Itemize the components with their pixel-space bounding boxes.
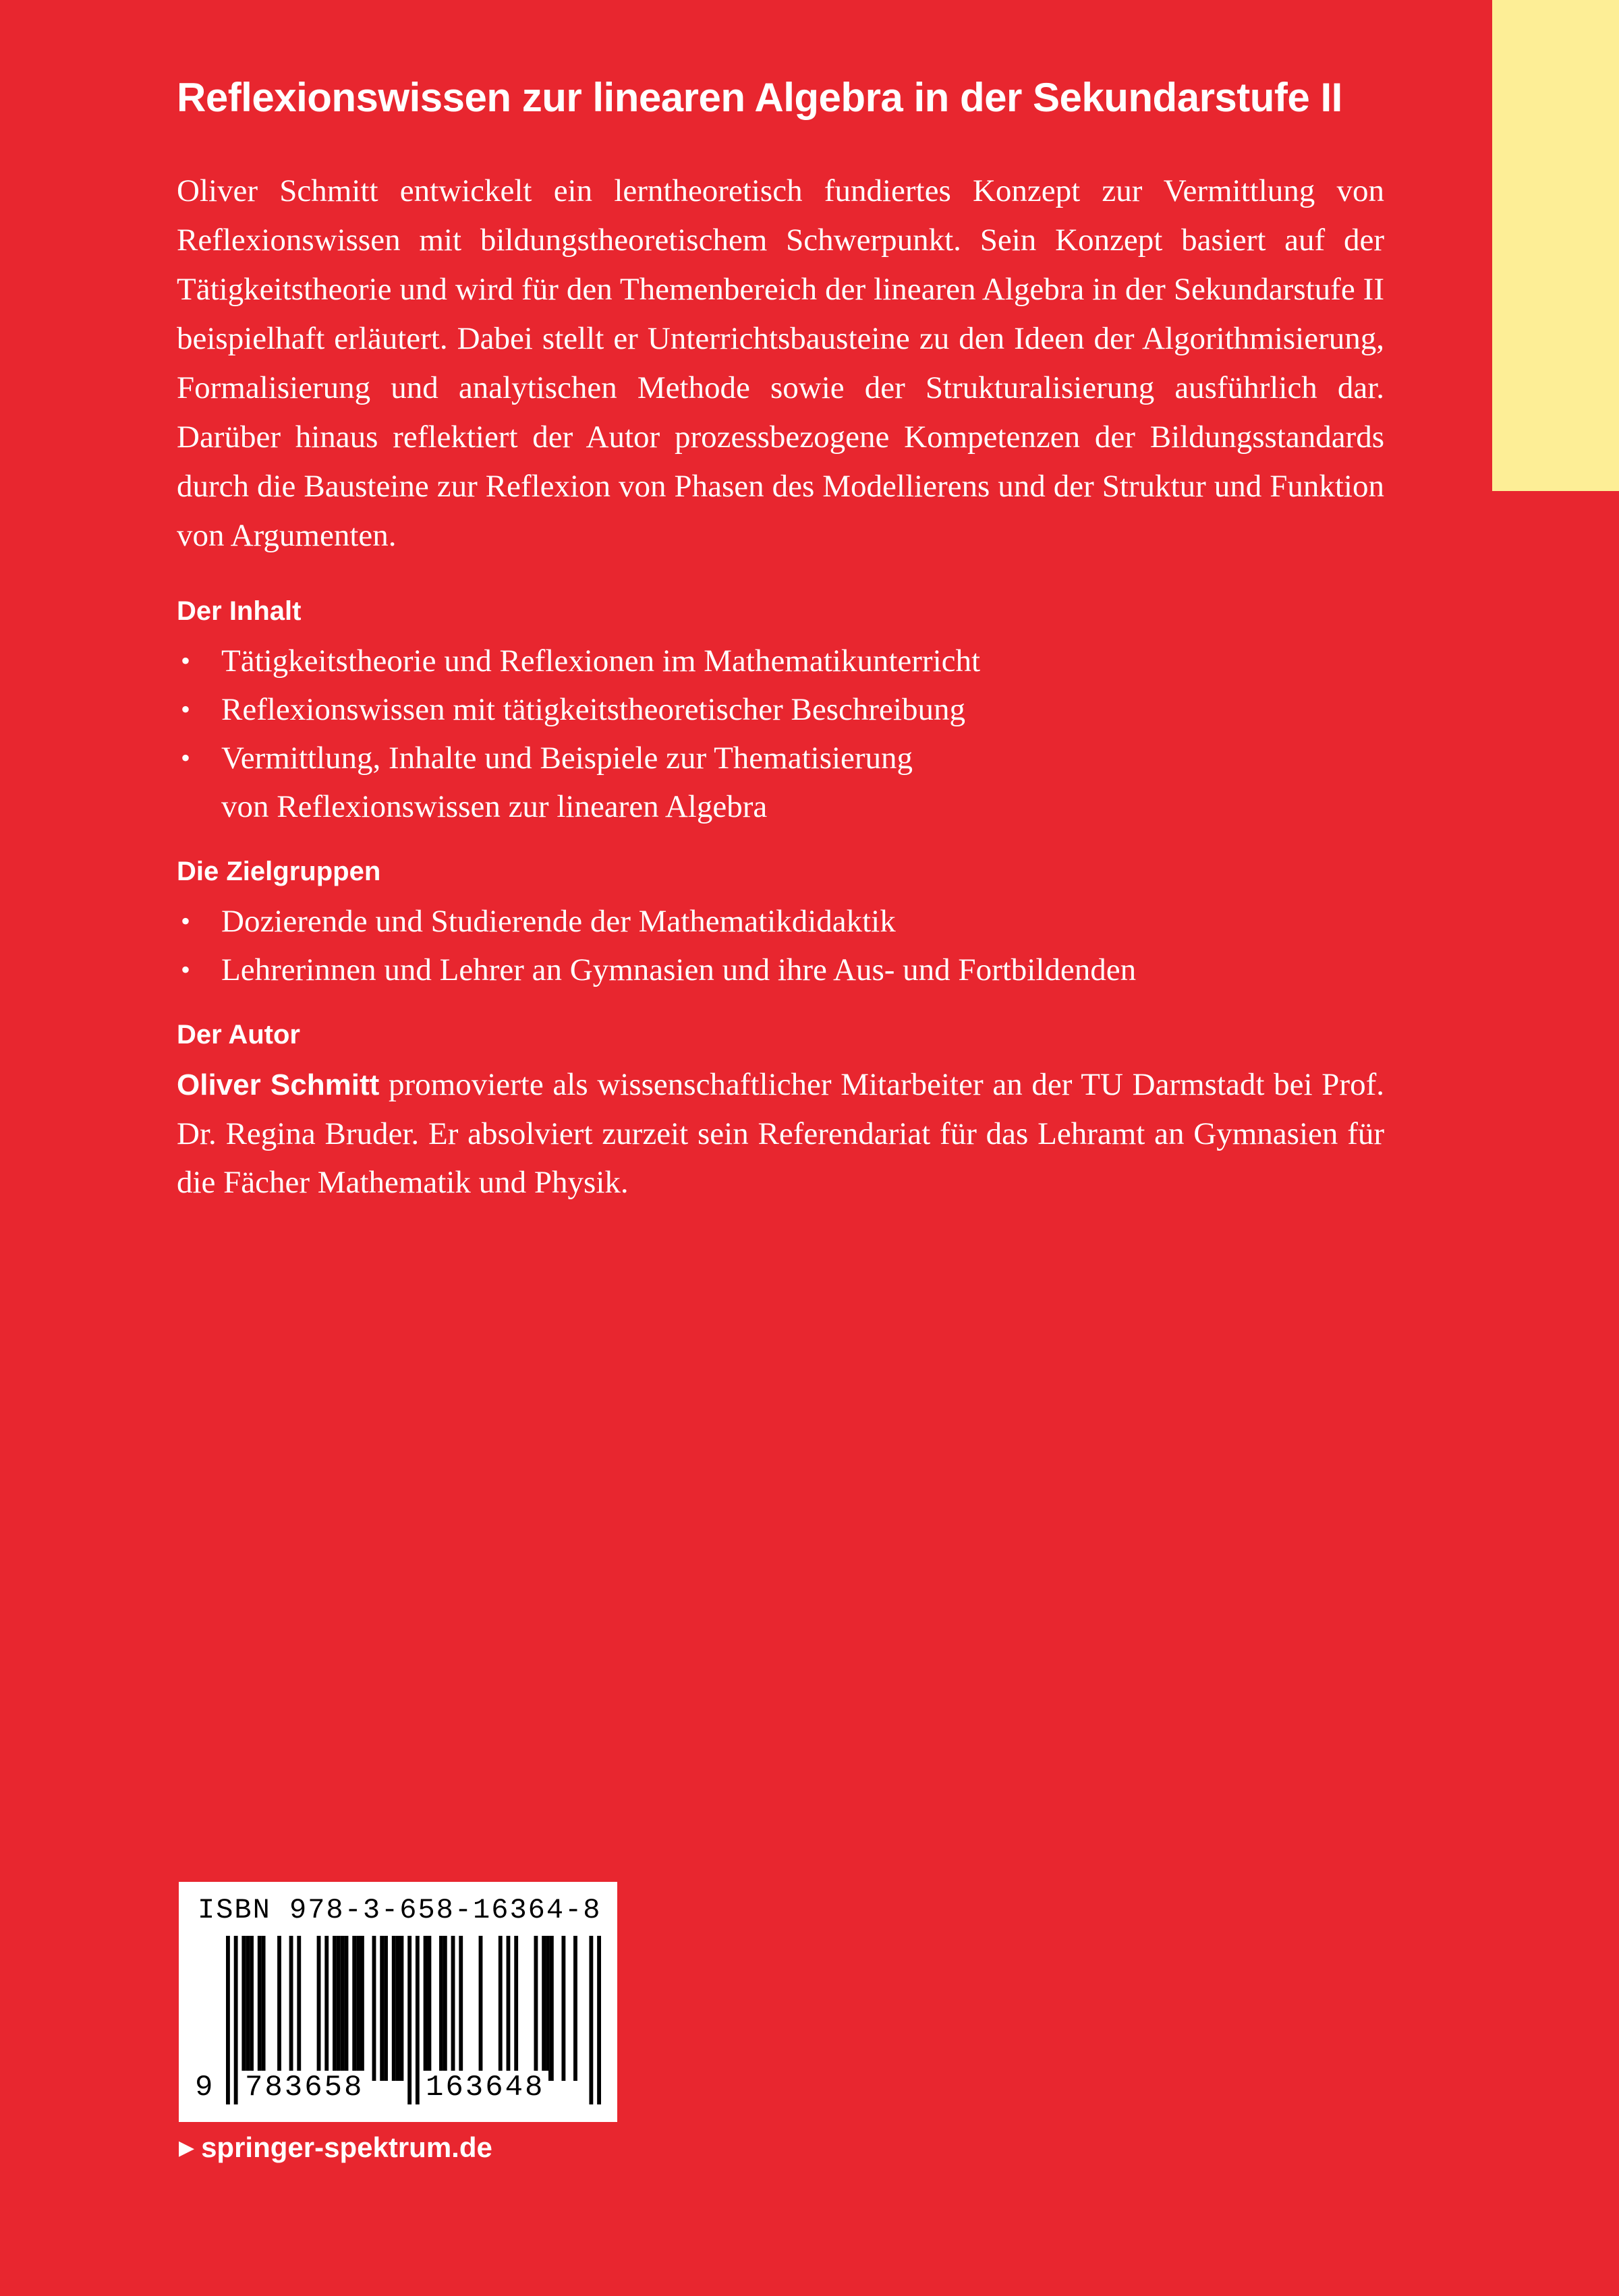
cover-content bbox=[177, 74, 1384, 1207]
barcode-right-group: 163648 bbox=[422, 2071, 548, 2104]
barcode-bar bbox=[277, 1936, 281, 2081]
barcode-bar bbox=[360, 1936, 364, 2081]
barcode-bar bbox=[459, 1936, 463, 2081]
barcode-bar bbox=[443, 1936, 447, 2081]
barcode-bar bbox=[514, 1936, 518, 2081]
barcode-bar bbox=[262, 1936, 266, 2081]
barcode-bar bbox=[561, 1936, 565, 2081]
barcode-bar bbox=[534, 1936, 538, 2081]
barcode-bar bbox=[392, 1936, 396, 2081]
autor-heading: Der Autor bbox=[177, 1020, 300, 1050]
barcode-bar bbox=[317, 1936, 321, 2081]
barcode-bar bbox=[345, 1936, 349, 2081]
intro-paragraph: Oliver Schmitt entwickelt ein lerntheoretisch fundiertes Konzept zur Vermittlung von Reflexionswissen mit bildungstheoretischem Schwerpunkt. Sein Konzept basiert auf der Tätigkeitstheorie und wird für den Themenbereich der linearen Algebra in der Sekundarstufe II beispielhaft erläutert. Dabei stellt er Unterrichtsbausteine zu den Ideen der Algorithmisierung, Formalisierung und analytischen Methode sowie der Strukturalisierung ausführlich dar. Darüber hinaus reflektiert der Autor prozessbezogene Kompetenzen der Bildungsstandards durch die Bausteine zur Reflexion von Phasen des Modellierens und der Struktur und Funktion von Argumenten. bbox=[177, 173, 1384, 553]
barcode-bar bbox=[250, 1936, 254, 2081]
barcode-bar bbox=[356, 1936, 360, 2081]
barcode-bar bbox=[424, 1936, 428, 2081]
barcode-bar bbox=[499, 1936, 503, 2081]
barcode-bar bbox=[400, 1936, 404, 2081]
bullet-icon: • bbox=[181, 954, 191, 985]
inhalt-list bbox=[177, 637, 1384, 831]
barcode-bar bbox=[384, 1936, 388, 2081]
barcode-first-digit: 9 bbox=[195, 2071, 213, 2104]
inhalt-heading: Der Inhalt bbox=[177, 596, 302, 626]
list-item: • Tätigkeitstheorie und Reflexionen im Mathematikunterricht bbox=[177, 637, 1384, 685]
barcode-bar bbox=[439, 1936, 443, 2081]
barcode-bar bbox=[372, 1936, 376, 2081]
barcode-bar bbox=[427, 1936, 431, 2081]
barcode-bar bbox=[246, 1936, 250, 2081]
barcode-bar bbox=[297, 1936, 301, 2081]
author-name: Oliver Schmitt bbox=[177, 1068, 380, 1101]
barcode-bar bbox=[396, 1936, 400, 2081]
barcode-bar bbox=[451, 1936, 455, 2081]
barcode-bar bbox=[337, 1936, 341, 2081]
barcode-bar bbox=[542, 1936, 546, 2081]
barcode-bar bbox=[380, 1936, 384, 2081]
author-paragraph bbox=[177, 1060, 1384, 1207]
zielgruppen-heading: Die Zielgruppen bbox=[177, 857, 381, 886]
website-link[interactable] bbox=[179, 2131, 492, 2164]
website-label: springer-spektrum.de bbox=[201, 2131, 492, 2163]
barcode-bar bbox=[258, 1936, 262, 2081]
zielgruppen-list bbox=[177, 897, 1384, 994]
barcode-bar bbox=[479, 1936, 483, 2081]
barcode-bar bbox=[573, 1936, 577, 2081]
isbn-label: ISBN 978-3-658-16364-8 bbox=[198, 1894, 602, 1926]
list-item: • Reflexionswissen mit tätigkeitstheoretischer Beschreibung bbox=[177, 685, 1384, 734]
arrow-right-icon: ▶ bbox=[179, 2137, 195, 2159]
barcode-digits bbox=[179, 2069, 617, 2117]
accent-strip bbox=[1492, 0, 1619, 491]
bullet-icon: • bbox=[181, 694, 191, 724]
bullet-icon: • bbox=[181, 645, 191, 676]
barcode-left-group: 783658 bbox=[241, 2071, 368, 2104]
barcode-bar bbox=[341, 1936, 345, 2081]
list-item: • Lehrerinnen und Lehrer an Gymnasien und ihre Aus- und Fortbildenden bbox=[177, 946, 1384, 994]
barcode-bar bbox=[242, 1936, 246, 2081]
isbn-barcode bbox=[179, 1882, 617, 2122]
list-item: • Dozierende und Studierende der Mathematikdidaktik bbox=[177, 897, 1384, 946]
barcode-bar bbox=[324, 1936, 329, 2081]
bullet-icon: • bbox=[181, 906, 191, 936]
barcode-bar bbox=[333, 1936, 337, 2081]
list-item: • Vermittlung, Inhalte und Beispiele zur Thematisierung von Reflexionswissen zur linearen Algebra bbox=[177, 734, 1384, 831]
barcode-bar bbox=[507, 1936, 511, 2081]
barcode-bar bbox=[352, 1936, 356, 2081]
barcode-bar bbox=[289, 1936, 293, 2081]
barcode-bar bbox=[546, 1936, 550, 2081]
barcode-bar bbox=[550, 1936, 554, 2081]
book-title: Reflexionswissen zur linearen Algebra in der Sekundarstufe II bbox=[177, 75, 1342, 120]
author-bio: promovierte als wissenschaftlicher Mitarbeiter an der TU Darmstadt bei Prof. Dr. Regina Bruder. Er absolviert zurzeit sein Referendariat für das Lehramt an Gymnasien für die Fächer Mathematik und Physik. bbox=[177, 1067, 1384, 1200]
bullet-icon: • bbox=[181, 743, 191, 773]
